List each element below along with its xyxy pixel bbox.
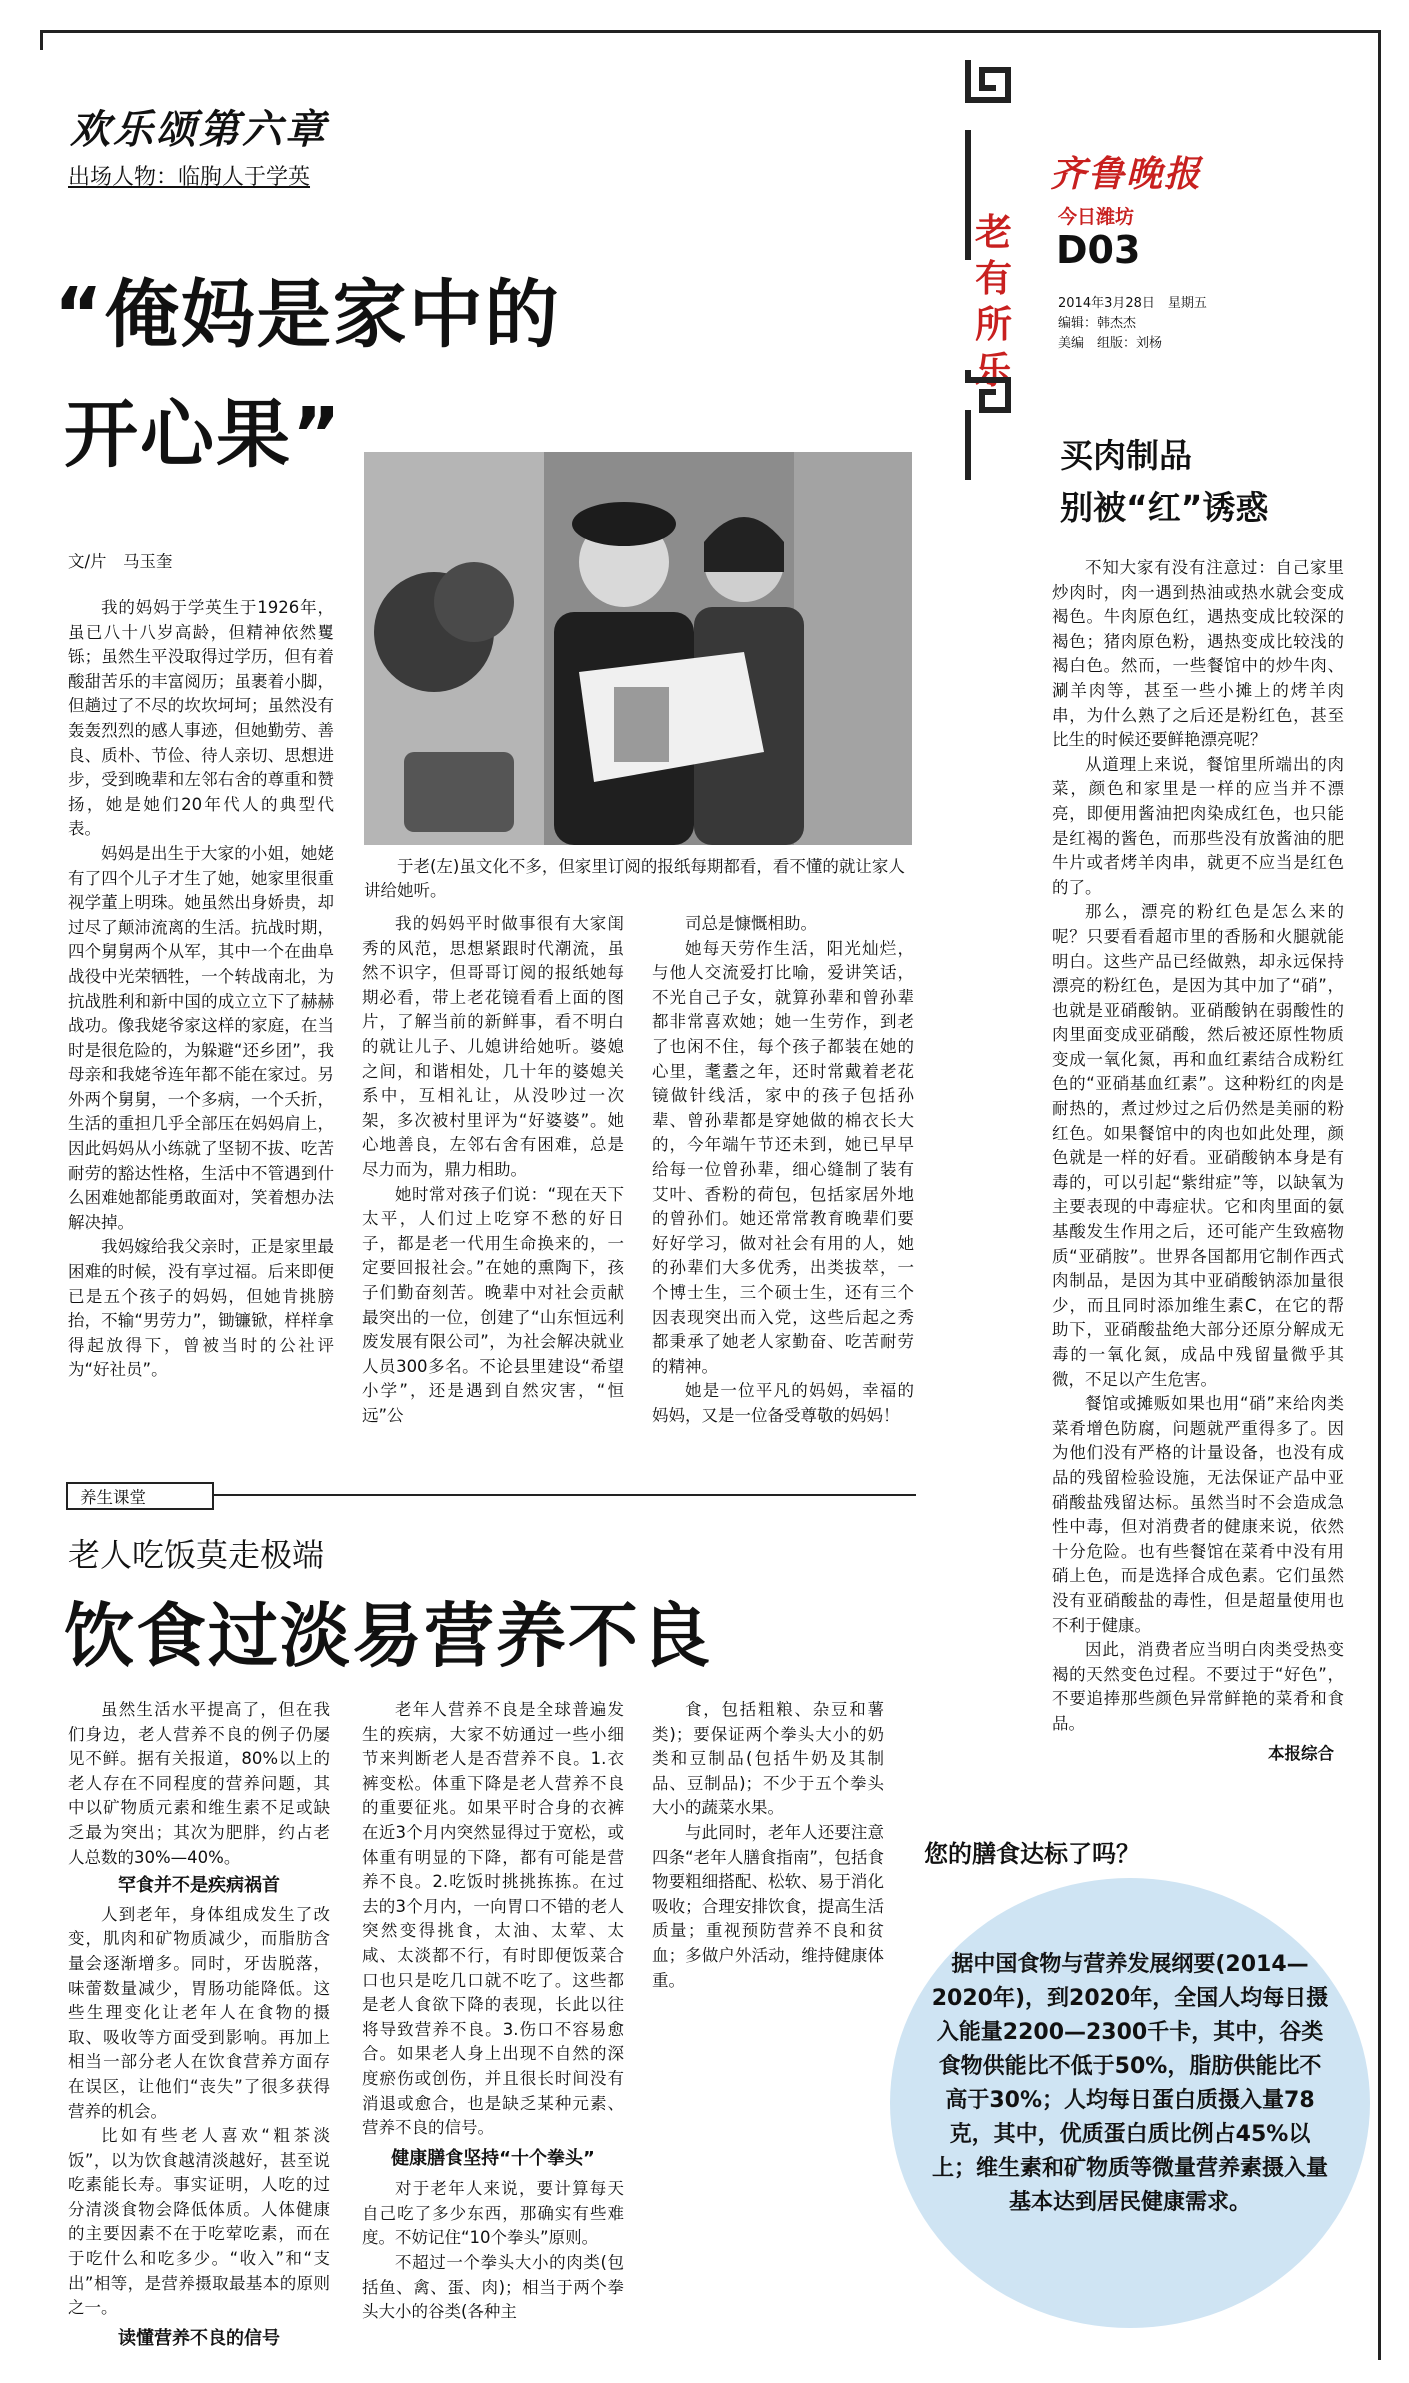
- paper-name-logo: 齐鲁晚报: [1050, 153, 1203, 195]
- body-paragraph: 我的妈妈于学英生于1926年，虽已八十八岁高龄，但精神依然矍铄；虽然生平没取得过学历，但有着酸甜苦乐的丰富阅历；虽裹着小脚，但趟过了不尽的坎坎坷坷；虽然没有轰轰烈烈的感人事迹，但她勤劳、善良、质朴、节俭、待人亲切、思想进步，受到晚辈和左邻右舍的尊重和赞扬，她是她们20年代人的典型代表。: [68, 598, 334, 839]
- issue-date: 2014年3月28日 星期五: [1058, 296, 1207, 311]
- frame-line-left: [40, 30, 43, 50]
- section-tag: 养生课堂: [80, 1488, 146, 1507]
- series-title: 欢乐颂第六章: [70, 107, 328, 153]
- body-paragraph: 我妈嫁给我父亲时，正是家里最困难的时候，没有享过福。后来即便已是五个孩子的妈妈，但她肯挑膀抬，不输“男劳力”，锄镰锨，样样拿得起放得下，曾被当时的公社评为“好社员”。: [68, 1237, 334, 1380]
- body-paragraph: 食，包括粗粮、杂豆和薯类)；要保证两个拳头大小的奶类和豆制品(包括牛奶及其制品、豆制品)；不少于五个拳头大小的蔬菜水果。: [652, 1700, 884, 1818]
- article2-column-1: [68, 1698, 330, 2348]
- frame-line-right: [1378, 30, 1381, 2360]
- frame-line-top: [40, 30, 1380, 33]
- body-paragraph: 老年人营养不良是全球普遍发生的疾病，大家不妨通过一些小细节来判断老人是否营养不良。1.衣裤变松。体重下降是老人营养不良的重要征兆。如果平时合身的衣裤在近3个月内突然显得过于宽松，或体重有明显的下降，都有可能是营养不良。2.吃饭时挑挑拣拣。在过去的3个月内，一向胃口不错的老人突然变得挑食，太油、太荤、太咸、太淡都不行，有时即便饭菜合口也只是吃几口就不吃了。这些都是老人食欲下降的表现，长此以往将导致营养不良。3.伤口不容易愈合。如果老人身上出现不自然的深度瘀伤或创伤，并且很长时间没有消退或愈合，也是缺乏某种元素、营养不良的信号。: [362, 1700, 624, 2138]
- headline-line1: “俺妈是家中的: [54, 272, 561, 358]
- body-paragraph: 那么，漂亮的粉红色是怎么来的呢？只要看看超市里的香肠和火腿就能明白。这些产品已经做熟，却永远保持漂亮的粉红色，是因为其中加了“硝”，也就是亚硝酸钠。亚硝酸钠在弱酸性的肉里面变成亚硝酸，然后被还原性物质变成一氧化氮，再和血红素结合成粉红色的“亚硝基血红素”。这种粉红的肉是耐热的，煮过炒过之后仍然是美丽的粉红色。如果餐馆中的肉也如此处理，颜色就是一样的好看。亚硝酸钠本身是有毒的，可以引起“紫绀症”等，以缺氧为主要表现的中毒症状。它和肉里面的氨基酸发生作用之后，还可能产生致癌物质“亚硝胺”。世界各国都用它制作西式肉制品，是因为其中亚硝酸钠添加量很少，而且同时添加维生素C，在它的帮助下，亚硝酸盐绝大部分还原分解成无毒的一氧化氮，成品中残留量微乎其微，不足以产生危害。: [1052, 902, 1344, 1389]
- article2-column-2: [362, 1698, 624, 2348]
- body-paragraph: 因此，消费者应当明白肉类受热变褐的天然变色过程。不要过于“好色”，不要追捧那些颜色异常鲜艳的菜肴和食品。: [1052, 1640, 1344, 1733]
- article3-headline-line1: 买肉制品: [1060, 436, 1192, 475]
- body-paragraph: 不知大家有没有注意过：自己家里炒肉时，肉一遇到热油或热水就会变成褐色。牛肉原色红，遇热变成比较深的褐色；猪肉原色粉，遇热变成比较浅的褐白色。然而，一些餐馆中的炒牛肉、涮羊肉等，甚至一些小摊上的烤羊肉串，为什么熟了之后还是粉红色，甚至比生的时候还要鲜艳漂亮呢？: [1052, 558, 1344, 750]
- edition-label: 今日潍坊: [1058, 206, 1135, 228]
- body-paragraph: 对于老年人来说，要计算每天自己吃了多少东西，那确实有些难度。不妨记住“10个拳头”原则。: [362, 2179, 624, 2248]
- body-paragraph: 从道理上来说，餐馆里所端出的肉菜，颜色和家里是一样的应当并不漂亮，即便用酱油把肉染成红色，也只能是红褐的酱色，而那些没有放酱油的肥牛片或者烤羊肉串，就更不应当是红色的了。: [1052, 754, 1344, 897]
- series-subtitle: 出场人物：临朐人于学英: [68, 165, 311, 190]
- headline-line2: 开心果”: [64, 392, 343, 478]
- body-paragraph: 她每天劳作生活，阳光灿烂，与他人交流爱打比喻，爱讲笑话，不光自己子女，就算孙辈和曾孙辈都非常喜欢她；她一生劳作，到老了也闲不住，每个孩子都装在她的心里，耄耋之年，还时常戴着老花镜做针线活，家中的孩子包括孙辈、曾孙辈都是穿她做的棉衣长大的，今年端午节还未到，她已早早给每一位曾孙辈，细心缝制了装有艾叶、香粉的荷包，包括家居外地的曾孙们。她还常常教育晚辈们要好好学习，做对社会有用的人，她的孙辈们大多优秀，出类拔萃，一个博士生，三个硕士生，还有三个因表现突出而入党，这些后起之秀都秉承了她老人家勤奋、吃苦耐劳的精神。: [652, 938, 914, 1376]
- article3-headline-line2: 别被“红”诱惑: [1060, 488, 1269, 527]
- editor-credit: 编辑：韩杰杰: [1058, 316, 1137, 331]
- photo-caption: 于老(左)虽文化不多，但家里订阅的报纸每期都看，看不懂的就让家人讲给她听。: [364, 857, 905, 900]
- subheading: 健康膳食坚持“十个拳头”: [391, 2147, 595, 2169]
- subheading: 读懂营养不良的信号: [118, 2327, 280, 2348]
- body-paragraph: 不超过一个拳头大小的肉类(包括鱼、禽、蛋、肉)；相当于两个拳头大小的谷类(各种主: [362, 2253, 624, 2322]
- byline: 文/片 马玉奎: [68, 552, 173, 571]
- article3-source: 本报综合: [1268, 1744, 1334, 1763]
- body-paragraph: 司总是慷慨相助。: [685, 914, 817, 933]
- body-paragraph: 虽然生活水平提高了，但在我们身边，老人营养不良的例子仍屡见不鲜。据有关报道，80%以上的老人存在不同程度的营养问题，其中以矿物质元素和维生素不足或缺乏最为突出；其次为肥胖，约占老人总数的30%—40%。: [68, 1700, 330, 1867]
- sidebar-body: 据中国食物与营养发展纲要(2014—2020年)，到2020年，全国人均每日摄入能量2200—2300千卡，其中，谷类食物供能比不低于50%，脂肪供能比不高于30%；人均每日蛋白质摄入量78克，其中，优质蛋白质比例占45%以上；维生素和矿物质等微量营养素摄入量基本达到居民健康需求。: [931, 1952, 1329, 2215]
- body-paragraph: 她时常对孩子们说：“现在天下太平，人们过上吃穿不愁的好日子，都是老一代用生命换来的，一定要回报社会。”在她的熏陶下，孩子们勤奋刻苦。晚辈中对社会贡献最突出的一位，创建了“山东恒远利废发展有限公司”，为社会解决就业人员300多名。不论县里建设“希望小学”，还是遇到自然灾害，“恒远”公: [362, 1184, 624, 1425]
- body-paragraph: 比如有些老人喜欢“粗茶淡饭”，以为饮食越清淡越好，甚至说吃素能长寿。事实证明，人吃的过分清淡食物会降低体质。人体健康的主要因素不在于吃荤吃素，而在于吃什么和吃多少。“收入”和“支出”相等，是营养摄取最基本的原则之一。: [68, 2126, 330, 2318]
- article2-kicker: 老人吃饭莫走极端: [68, 1536, 325, 1574]
- subheading: 罕食并不是疾病祸首: [118, 1875, 280, 1897]
- sidebar-question: 您的膳食达标了吗？: [924, 1840, 1140, 1868]
- body-paragraph: 人到老年，身体组成发生了改变，肌肉和矿物质减少，而脂肪含量会逐渐增多。同时，牙齿脱落，味蕾数量减少，胃肠功能降低。这些生理变化让老年人在食物的摄取、吸收等方面受到影响。再加上相当一部分老人在饮食营养方面存在误区，让他们“丧失”了很多获得营养的机会。: [68, 1904, 330, 2121]
- photo-elderly-woman-reading: [364, 452, 912, 845]
- body-paragraph: 我的妈妈平时做事很有大家闺秀的风范，思想紧跟时代潮流，虽然不识字，但哥哥订阅的报纸她每期必看，带上老花镜看看上面的图片，了解当前的新鲜事，看不明白的就让儿子、儿媳讲给她听。婆媳之间，和谐相处，几十年的婆媳关系中，互相礼让，从没吵过一次架，多次被村里评为“好婆婆”。她心地善良，左邻右舍有困难，总是尽力而为，鼎力相助。: [362, 914, 624, 1179]
- article1-column-3: [652, 912, 914, 1466]
- body-paragraph: 餐馆或摊贩如果也用“硝”来给肉类菜肴增色防腐，问题就严重得多了。因为他们没有严格的计量设备，也没有成品的残留检验设施，无法保证产品中亚硝酸盐残留达标。虽然当时不会造成急性中毒，但对消费者的健康来说，依然十分危险。也有些餐馆在菜肴中没有用硝上色，而是选择合成色素。它们虽然没有亚硝酸盐的毒性，但是超量使用也不利于健康。: [1052, 1394, 1344, 1635]
- article2-column-3: [652, 1698, 884, 2348]
- art-credit: 美编 组版：刘杨: [1058, 336, 1163, 351]
- body-paragraph: 与此同时，老年人还要注意四条“老年人膳食指南”，包括食物要粗细搭配、松软、易于消化吸收；合理安排饮食，提高生活质量；重视预防营养不良和贫血；多做户外活动，维持健康体重。: [652, 1822, 884, 1990]
- body-paragraph: 妈妈是出生于大家的小姐，她姥有了四个儿子才生了她，她家里很重视学董上明珠。她虽然出身娇贵，却过尽了颠沛流离的生活。抗战时期，四个舅舅两个从军，其中一个在曲阜战役中光荣牺牲，一个转战南北，为抗战胜利和新中国的成立立下了赫赫战功。像我姥爷家这样的家庭，在当时是很危险的，为躲避“还乡团”，我母亲和我姥爷连年都不能在家过。另外两个舅舅，一个多病，一个夭折，生活的重担几乎全部压在妈妈肩上，因此妈妈从小练就了坚韧不拔、吃苦耐劳的豁达性格，生活中不管遇到什么困难她都能勇敢面对，笑着想办法解决掉。: [68, 843, 334, 1232]
- article1-column-1: [68, 596, 334, 1466]
- article3-body: [1052, 556, 1344, 1754]
- article2-headline: 饮食过淡易营养不良: [64, 1595, 712, 1677]
- body-paragraph: 她是一位平凡的妈妈，幸福的妈妈，又是一位备受尊敬的妈妈！: [652, 1381, 914, 1425]
- page-number: D03: [1056, 228, 1141, 272]
- greek-key-ornament-bottom: [960, 370, 1020, 480]
- section-label: 老有所乐: [975, 211, 1012, 392]
- article1-column-2: [362, 912, 624, 1466]
